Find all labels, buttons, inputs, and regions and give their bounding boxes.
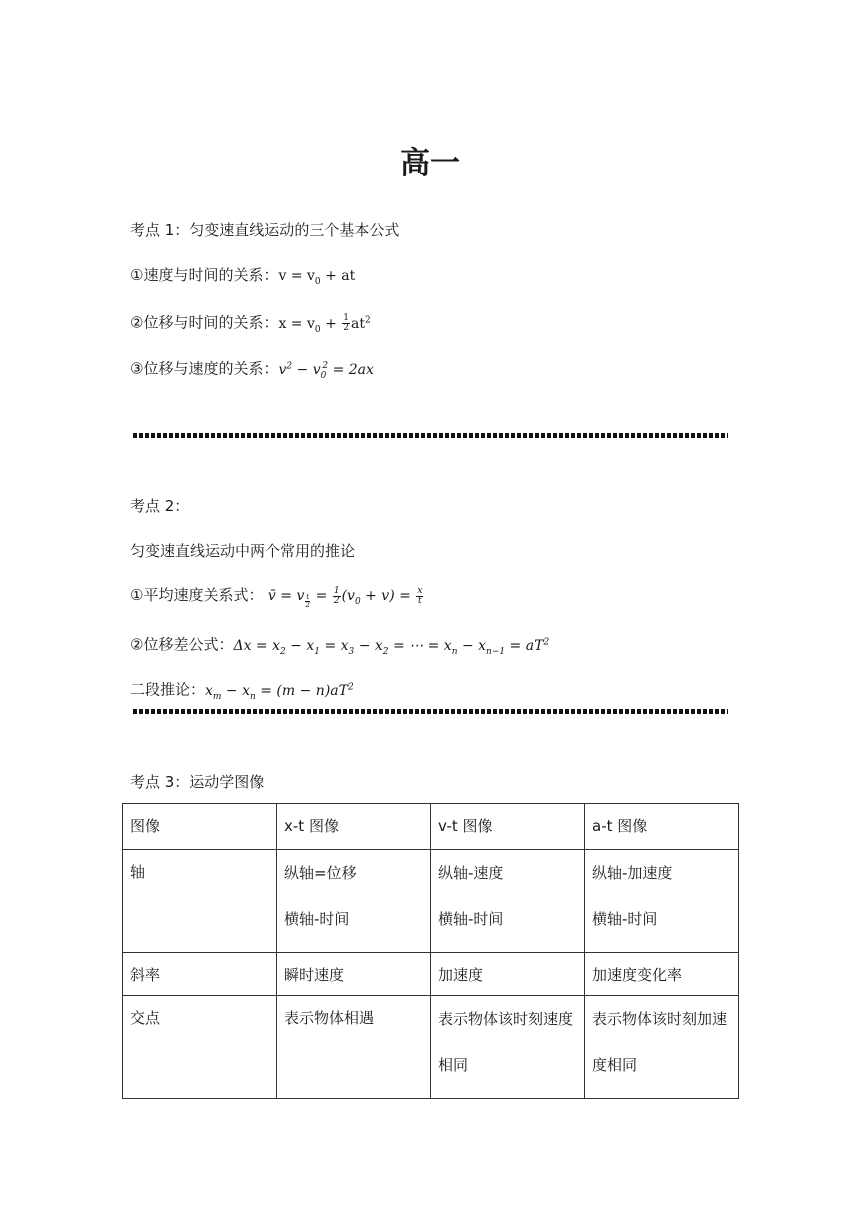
table-cell: 表示物体该时刻加速度相同 [585, 996, 739, 1099]
table-cell: x-t 图像 [277, 804, 431, 850]
table-cell-text [284, 850, 423, 942]
formula-label: ①速度与时间的关系： [130, 266, 279, 284]
table-row [123, 996, 739, 1099]
table-cell: 表示物体相遇 [277, 996, 431, 1099]
formula-displacement-time [130, 310, 371, 339]
table-cell [585, 850, 739, 953]
table-cell-line: 横轴-时间 [592, 910, 658, 928]
formula-expression: $\Delta x = x_2 - x_1 = x_3 - x_2$ = ⋯ = $x_n - x_{n-1} = aT^2$ [233, 637, 550, 657]
section1-heading: 考点 1：匀变速直线运动的三个基本公式 [130, 221, 400, 239]
dotted-divider [133, 433, 728, 438]
table-cell [431, 850, 585, 953]
table-cell-line: 纵轴=位移 [284, 864, 357, 882]
table-cell-line: 横轴-时间 [438, 910, 504, 928]
formula-expression: $x = v_0$ + $\frac{1}{2}$ $at^2$ [278, 313, 371, 335]
formula-label: 二段推论： [130, 680, 206, 699]
table-cell: 斜率 [123, 953, 277, 996]
table-cell: a-t 图像 [585, 804, 739, 850]
section2-heading: 考点 2： [130, 497, 190, 515]
kinematics-graph-table [122, 803, 739, 1099]
dotted-divider [133, 709, 728, 714]
formula-expression: $v^2 - v_0^2 = 2ax$ [278, 361, 374, 381]
table-row [123, 804, 739, 850]
table-cell: 轴 [123, 850, 277, 953]
formula-label: ③位移与速度的关系： [130, 359, 279, 378]
table-cell: 瞬时速度 [277, 953, 431, 996]
formula-label: ②位移与时间的关系： [130, 313, 279, 332]
formula-label: ①平均速度关系式： [130, 586, 264, 604]
table-cell-text [592, 850, 731, 942]
table-cell: 加速度变化率 [585, 953, 739, 996]
formula-expression: $x_m - x_n = (m - n)aT^2$ [205, 682, 354, 702]
table-cell-text [438, 850, 577, 942]
table-cell-line: 纵轴-加速度 [592, 864, 673, 882]
formula-average-velocity [130, 585, 424, 612]
table-cell: 加速度 [431, 953, 585, 996]
formula-label: ②位移差公式： [130, 635, 234, 654]
formula-two-segment [130, 677, 354, 706]
page-title: 高一 [400, 146, 460, 181]
table-cell: 图像 [123, 804, 277, 850]
formula-displacement-difference [130, 632, 549, 661]
table-cell-line: 纵轴-速度 [438, 864, 504, 882]
table-cell: 交点 [123, 996, 277, 1099]
section2-subheading: 匀变速直线运动中两个常用的推论 [130, 542, 356, 560]
table-cell: 表示物体该时刻速度相同 [431, 996, 585, 1099]
table-row [123, 850, 739, 953]
formula-expression: $v = v_0$ + at [278, 268, 356, 287]
table-row [123, 953, 739, 996]
formula-expression: v̄ = v $_{\frac{t}{2}}$ = $\frac{1}{2}$ $(v_0 + v)$ = $\frac{x}{t}$ [263, 585, 423, 609]
table-cell [277, 850, 431, 953]
formula-velocity-time [130, 265, 355, 292]
formula-displacement-velocity [130, 356, 374, 385]
table-cell: v-t 图像 [431, 804, 585, 850]
section3-heading: 考点 3：运动学图像 [130, 773, 265, 791]
table-cell-line: 横轴-时间 [284, 910, 350, 928]
